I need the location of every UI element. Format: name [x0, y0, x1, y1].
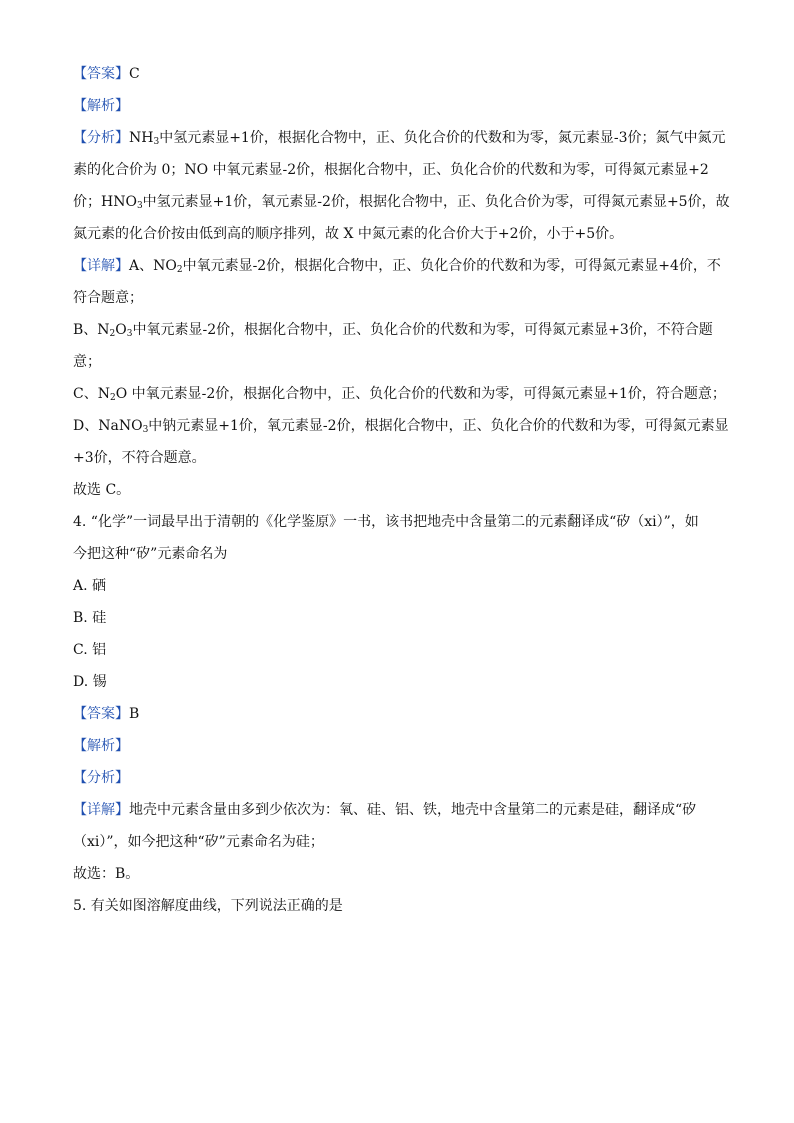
- text-run: B、N: [73, 322, 110, 338]
- q4-option-d: D. 锡: [73, 674, 107, 690]
- text-run: C、N: [73, 386, 110, 402]
- q4-option-a: A. 硒: [73, 578, 107, 594]
- q4-stem-line-1: 4. “化学”一词最早出于清朝的《化学鉴原》一书，该书把地壳中含量第二的元素翻译成“矽（xi）”，如: [73, 514, 699, 530]
- subscript: 2: [109, 393, 116, 403]
- q3-detail-a-line-1: [73, 256, 725, 276]
- q3-fenxi-line-2: 素的化合价为 0；NO 中氧元素显-2价，根据化合物中，正、负化合价的代数和为零，可得氮元素显+2: [73, 162, 709, 178]
- text-run: D、NaNO: [73, 418, 143, 434]
- q3-detail-d-line-2: +3价，不符合题意。: [73, 450, 206, 466]
- q3-detail-d-line-1: [73, 416, 729, 436]
- q4-option-b: B. 硅: [73, 610, 107, 626]
- text-run: NH: [129, 130, 154, 146]
- text-run: 价；HNO: [73, 194, 137, 210]
- q4-option-c: C. 铝: [73, 642, 107, 658]
- q3-detail-b-line-1: [73, 320, 725, 340]
- q3-detail-a-line-2: 符合题意；: [73, 290, 143, 306]
- q5-stem: 5. 有关如图溶解度曲线，下列说法正确的是: [73, 898, 343, 914]
- text-run: 中氧元素显-2价，根据化合物中，正、负化合价的代数和为零，可得氮元素显+3价，不符合题: [132, 322, 713, 338]
- q3-answer-line: [73, 64, 725, 84]
- q3-fenxi-line-1: [73, 128, 725, 148]
- detail-tag: 【详解】: [73, 802, 129, 818]
- text-run: 中钠元素显+1价，氧元素显-2价，根据化合物中，正、负化合价的代数和为零，可得氮元素显: [148, 418, 729, 434]
- q3-detail-c-line-1: [73, 384, 725, 404]
- text-run: 中氢元素显+1价，根据化合物中，正、负化合价的代数和为零，氮元素显-3价；氮气中氮元: [159, 130, 726, 146]
- text-run: O 中氧元素显-2价，根据化合物中，正、负化合价的代数和为零，可得氮元素显+1价，符合题意；: [115, 386, 726, 402]
- fenxi-tag: 【分析】: [73, 130, 129, 146]
- subscript: 2: [176, 265, 183, 275]
- q3-fenxi-line-3: [73, 192, 730, 212]
- q3-conclusion: 故选 C。: [73, 482, 131, 498]
- q4-stem-line-2: 今把这种“矽”元素命名为: [73, 546, 228, 562]
- subscript: 3: [136, 201, 143, 211]
- text-run: 中氢元素显+1价，氧元素显-2价，根据化合物中，正、负化合价为零，可得氮元素显+5价，故: [142, 194, 730, 210]
- subscript: 3: [142, 425, 149, 435]
- q4-conclusion: 故选：B。: [73, 866, 140, 882]
- answer-tag: 【答案】: [73, 706, 129, 722]
- q4-analysis-heading: [73, 736, 725, 756]
- text-run: A、NO: [129, 258, 177, 274]
- detail-tag: 【详解】: [73, 258, 129, 274]
- answer-value: C: [129, 66, 140, 82]
- q3-detail-b-line-2: 意；: [73, 354, 101, 370]
- q4-detail-line-1: [73, 800, 725, 820]
- fenxi-tag: 【分析】: [73, 770, 129, 786]
- q4-answer-line: [73, 704, 725, 724]
- text-run: O: [115, 322, 127, 338]
- answer-tag: 【答案】: [73, 66, 129, 82]
- text-run: 中氧元素显-2价，根据化合物中，正、负化合价的代数和为零，可得氮元素显+4价，不: [182, 258, 721, 274]
- q4-fenxi-heading: [73, 768, 725, 788]
- text-run: 地壳中元素含量由多到少依次为：氧、硅、铝、铁，地壳中含量第二的元素是硅，翻译成“矽: [129, 802, 697, 818]
- subscript: 3: [126, 329, 133, 339]
- q4-detail-line-2: （xi）”，如今把这种“矽”元素命名为硅；: [73, 834, 324, 850]
- q3-analysis-heading: [73, 96, 725, 116]
- subscript: 3: [153, 137, 160, 147]
- answer-value: B: [129, 706, 140, 722]
- subscript: 2: [109, 329, 116, 339]
- analysis-tag: 【解析】: [73, 738, 129, 754]
- q3-fenxi-line-4: 氮元素的化合价按由低到高的顺序排列，故 X 中氮元素的化合价大于+2价，小于+5价。: [73, 226, 624, 242]
- analysis-tag: 【解析】: [73, 98, 129, 114]
